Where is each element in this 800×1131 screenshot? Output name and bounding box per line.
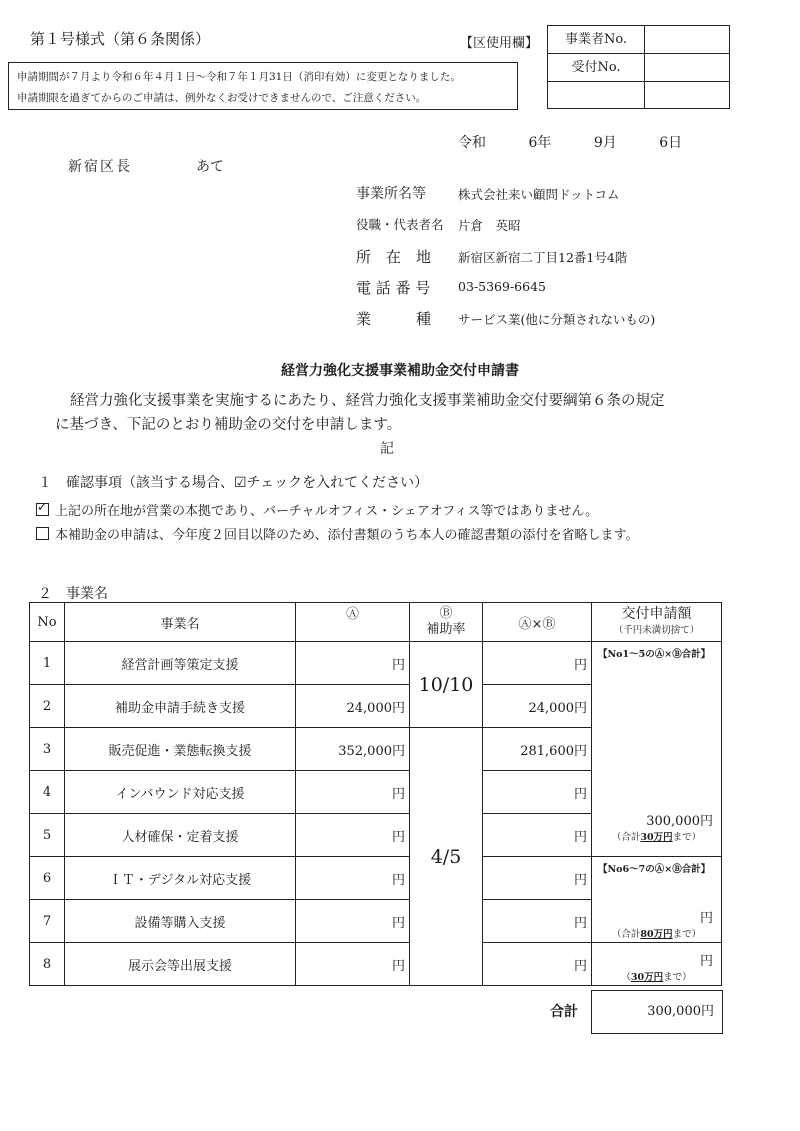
applicant-value-address: 新宿区新宿二丁目12番1号4階 [458, 250, 628, 265]
apply-group-2-amount-wrap [592, 907, 721, 940]
header-a [296, 603, 410, 642]
apply-group-3-amount-wrap [592, 950, 721, 983]
confirm-item-text: 上記の所在地が営業の本拠であり、バーチャルオフィス・シェアオフィス等ではありません。 [55, 504, 599, 519]
date-day: 6日 [659, 135, 683, 151]
row-amount-axb[interactable]: 円 [483, 771, 592, 814]
row-amount-a[interactable]: 352,000円 [296, 728, 410, 771]
limit-post: まで） [672, 832, 702, 843]
apply-group-1-amount[interactable]: 300,000円 [646, 814, 713, 829]
office-row-business-no [548, 26, 729, 54]
row-no: 3 [30, 728, 65, 771]
limit-pre: （合計 [611, 929, 641, 940]
applicant-label-company: 事業所名等 [356, 186, 426, 202]
section1-title: １ 確認事項（該当する場合、☑チェックを入れてください） [38, 475, 429, 491]
office-row-label: 受付No. [548, 54, 645, 81]
header-apply [592, 603, 722, 642]
row-no: 5 [30, 814, 65, 857]
apply-group-1-amount-wrap [592, 810, 721, 843]
applicant-label-phone: 電 話 番 号 [356, 279, 431, 297]
ki-heading: 記 [380, 441, 394, 457]
header-rate [410, 603, 483, 642]
confirm-item-1[interactable] [36, 500, 598, 519]
rate-group-2: 4/5 [410, 728, 483, 986]
limit-amount: 30万円 [630, 972, 664, 983]
intro-line: に基づき、下記のとおり補助金の交付を申請します。 [55, 417, 402, 433]
table-row [30, 857, 722, 900]
applicant-value-representative: 片倉 英昭 [458, 218, 521, 233]
row-name: インバウンド対応支援 [65, 771, 296, 814]
row-amount-axb[interactable]: 円 [483, 814, 592, 857]
row-no: 7 [30, 900, 65, 943]
total-value[interactable]: 300,000円 [647, 1004, 714, 1019]
row-amount-axb[interactable]: 円 [483, 857, 592, 900]
header-project-name: 事業名 [65, 603, 296, 642]
row-name: 展示会等出展支援 [65, 943, 296, 986]
table-row [30, 642, 722, 685]
limit-post: まで） [672, 929, 702, 940]
apply-group-3-amount[interactable]: 円 [699, 954, 713, 969]
limit-amount: 30万円 [640, 832, 673, 843]
header-axb: Ⓐ×Ⓑ [483, 603, 592, 642]
row-name: 補助金申請手続き支援 [65, 685, 296, 728]
checkbox-unchecked[interactable] [36, 527, 49, 540]
notice-box [8, 62, 518, 110]
row-no: 1 [30, 642, 65, 685]
form-number: 第１号様式（第６条関係） [30, 30, 211, 48]
row-amount-a[interactable]: 円 [296, 642, 410, 685]
apply-group-1-tag: 【No1～5のⒶ×Ⓑ合計】 [598, 649, 711, 660]
notice-line: 申請期限を過ぎてからのご申請は、例外なくお受けできませんので、ご注意ください。 [17, 92, 427, 104]
row-amount-a[interactable]: 円 [296, 771, 410, 814]
section2-title: ２ 事業名 [38, 586, 108, 602]
addressee-suffix: あて [196, 159, 224, 175]
office-row-label [548, 82, 645, 108]
row-name: 販売促進・業態転換支援 [65, 728, 296, 771]
date-month: 9月 [593, 135, 617, 151]
row-no: 6 [30, 857, 65, 900]
row-amount-a[interactable]: 円 [296, 900, 410, 943]
applicant-label-address: 所 在 地 [356, 248, 432, 266]
total-box [591, 990, 723, 1034]
office-row-receipt-no [548, 54, 729, 82]
row-amount-axb[interactable]: 円 [483, 642, 592, 685]
row-name: ＩＴ・デジタル対応支援 [65, 857, 296, 900]
apply-group-2-tag: 【No6～7のⒶ×Ⓑ合計】 [598, 864, 711, 875]
apply-group-2-limit [592, 926, 721, 940]
limit-pre: （ [621, 972, 631, 983]
project-table [29, 602, 722, 986]
confirm-item-2[interactable] [36, 524, 638, 543]
intro-line: 経営力強化支援事業を実施するにあたり、経営力強化支援事業補助金交付要綱第６条の規定 [70, 393, 665, 409]
header-apply-note: （千円未満切捨て） [613, 624, 700, 636]
header-a-mark: Ⓐ [345, 607, 359, 622]
date-era: 令和 [458, 135, 486, 151]
row-amount-axb[interactable]: 円 [483, 943, 592, 986]
header-no: No [30, 603, 65, 642]
limit-post: まで） [663, 972, 692, 983]
applicant-value-phone: 03-5369-6645 [458, 279, 546, 294]
header-rate-label: 補助率 [426, 622, 466, 637]
header-b-mark: Ⓑ [439, 606, 453, 621]
apply-group-3 [592, 943, 722, 986]
office-row-label: 事業者No. [548, 26, 645, 53]
table-row [30, 943, 722, 986]
rate-group-1: 10/10 [410, 642, 483, 728]
row-no: 2 [30, 685, 65, 728]
total-label: 合計 [550, 1004, 578, 1020]
row-amount-axb[interactable]: 281,600円 [483, 728, 592, 771]
row-amount-a[interactable]: 円 [296, 857, 410, 900]
applicant-label-representative: 役職・代表者名 [356, 217, 444, 232]
row-amount-a[interactable]: 円 [296, 814, 410, 857]
limit-amount: 80万円 [640, 929, 673, 940]
header-apply-label: 交付申請額 [621, 605, 692, 622]
row-name: 設備等購入支援 [65, 900, 296, 943]
row-amount-axb[interactable]: 24,000円 [483, 685, 592, 728]
applicant-label-industry: 業 種 [356, 310, 432, 328]
apply-group-1-limit [592, 829, 721, 843]
office-use-label: 【区使用欄】 [460, 36, 539, 51]
row-name: 人材確保・定着支援 [65, 814, 296, 857]
confirm-item-text: 本補助金の申請は、今年度２回目以降のため、添付書類のうち本人の確認書類の添付を省略します。 [55, 528, 639, 543]
limit-pre: （合計 [611, 832, 641, 843]
row-amount-axb[interactable]: 円 [483, 900, 592, 943]
row-amount-a[interactable]: 円 [296, 943, 410, 986]
addressee-name: 新宿区長 [68, 159, 132, 175]
application-date [458, 132, 682, 152]
checkbox-checked[interactable] [36, 503, 49, 516]
date-year: 6年 [528, 135, 552, 151]
apply-group-2-amount[interactable]: 円 [699, 911, 713, 926]
notice-line: 申請期間が７月より令和６年４月１日～令和７年１月31日（消印有効）に変更となりました。 [17, 71, 461, 83]
applicant-value-industry: サービス業(他に分類されないもの) [458, 312, 656, 327]
document-title: 経営力強化支援事業補助金交付申請書 [281, 363, 519, 379]
table-header-row [30, 603, 722, 642]
office-use-box [547, 25, 730, 109]
applicant-value-company: 株式会社来い顧問ドットコム [458, 187, 620, 202]
office-row-blank [548, 82, 729, 108]
row-no: 4 [30, 771, 65, 814]
apply-group-3-limit [592, 969, 721, 983]
row-no: 8 [30, 943, 65, 986]
row-name: 経営計画等策定支援 [65, 642, 296, 685]
apply-group-1 [592, 642, 722, 857]
apply-group-2 [592, 857, 722, 943]
row-amount-a[interactable]: 24,000円 [296, 685, 410, 728]
